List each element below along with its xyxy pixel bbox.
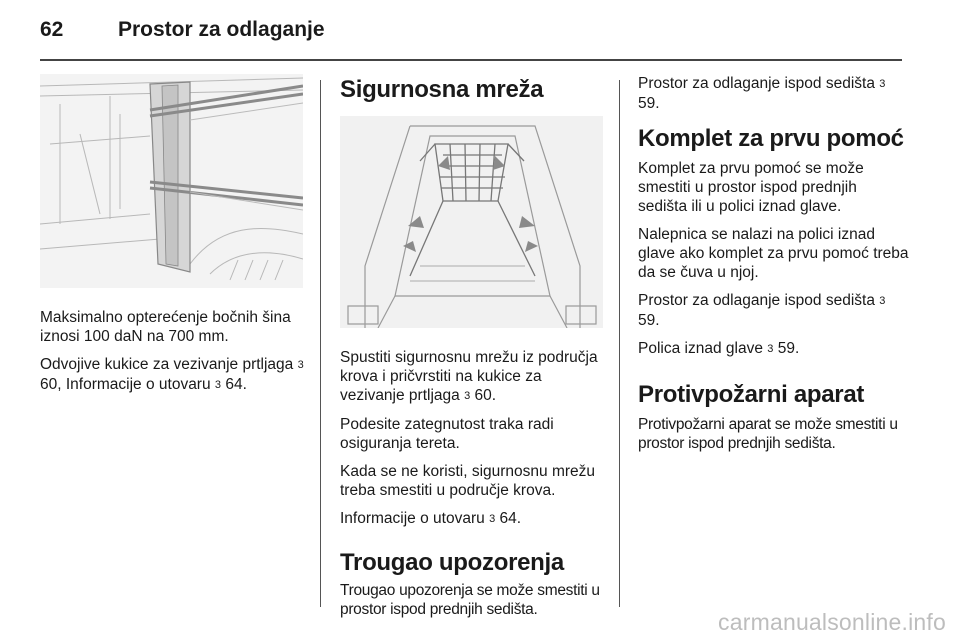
reference-arrow-icon: 3 — [214, 379, 222, 391]
overhead-shelf-text: Polica iznad glave — [638, 340, 763, 357]
reference-arrow-icon: 3 — [767, 343, 774, 355]
header-rule — [40, 59, 902, 61]
reference-arrow-icon: 3 — [879, 78, 886, 90]
paragraph-under-seat-2 — [638, 291, 910, 330]
page-title: Prostor za odlaganje — [118, 18, 325, 41]
paragraph-fire-extinguisher: Protivpožarni aparat se može smestiti u prostor ispod prednjih sedišta. — [638, 416, 898, 452]
reference-arrow-icon: 3 — [464, 390, 471, 402]
column-middle — [340, 74, 610, 628]
side-rails-illustration — [40, 74, 303, 288]
heading-first-aid: Komplet za prvu pomoć — [638, 125, 904, 152]
watermark: carmanualsonline.info — [718, 609, 946, 635]
column-left — [40, 74, 308, 404]
paragraph-rail-load: Maksimalno opterećenje bočnih šina iznosi 100 daN na 700 mm. — [40, 309, 291, 345]
reference-arrow-icon: 3 — [879, 295, 886, 307]
loading-info-text: Informacije o utovaru — [340, 510, 485, 527]
column-divider-2 — [619, 80, 620, 607]
hooks-text: Odvojive kukice za vezivanje prtljaga — [40, 356, 294, 373]
net-lower-text: Spustiti sigurnosnu mrežu iz područja krova i pričvrstiti na kukice za vezivanje prtljaga — [340, 349, 598, 404]
heading-fire-extinguisher: Protivpožarni aparat — [638, 381, 865, 408]
under-seat-text-2: Prostor za odlaganje ispod sedišta — [638, 292, 875, 309]
overhead-shelf-ref[interactable]: 59. — [777, 340, 800, 357]
under-seat-text-1: Prostor za odlaganje ispod sedišta — [638, 75, 875, 92]
paragraph-first-aid-1: Komplet za prvu pomoć se može smestiti u prostor ispod prednjih sedišta ili u polici iznad glave. — [638, 160, 864, 215]
paragraph-net-tension: Podesite zategnutost traka radi osiguranja tereta. — [340, 416, 554, 452]
paragraph-under-seat-1 — [638, 74, 910, 113]
page-number: 62 — [40, 18, 64, 41]
paragraph-first-aid-2: Nalepnica se nalazi na polici iznad glave ako komplet za prvu pomoć treba da se čuva u njoj. — [638, 226, 909, 281]
heading-warning-triangle: Trougao upozorenja — [340, 549, 564, 576]
paragraph-loading-info — [340, 509, 610, 529]
paragraph-overhead-shelf — [638, 339, 910, 359]
net-lower-ref[interactable]: 60. — [474, 387, 497, 404]
column-right — [638, 74, 910, 462]
reference-arrow-icon: 3 — [489, 513, 496, 525]
safety-net-illustration — [340, 116, 603, 328]
figure-safety-net — [340, 116, 603, 328]
paragraph-hooks — [40, 355, 308, 395]
column-divider-1 — [320, 80, 321, 607]
heading-safety-net: Sigurnosna mreža — [340, 76, 544, 103]
paragraph-net-lower — [340, 348, 610, 406]
loading-info-ref[interactable]: 64. — [499, 510, 522, 527]
reference-arrow-icon: 3 — [297, 359, 304, 371]
paragraph-warning-triangle: Trougao upozorenja se može smestiti u prostor ispod prednjih sedišta. — [340, 582, 600, 618]
figure-side-rails — [40, 74, 303, 288]
under-seat-ref-1[interactable]: 59. — [638, 95, 660, 112]
paragraph-net-store: Kada se ne koristi, sigurnosnu mrežu treba smestiti u područje krova. — [340, 463, 596, 499]
hooks-ref-2[interactable]: 64. — [225, 376, 247, 393]
hooks-ref-1[interactable]: 60, Informacije o utovaru — [40, 376, 211, 393]
under-seat-ref-2[interactable]: 59. — [638, 312, 660, 329]
